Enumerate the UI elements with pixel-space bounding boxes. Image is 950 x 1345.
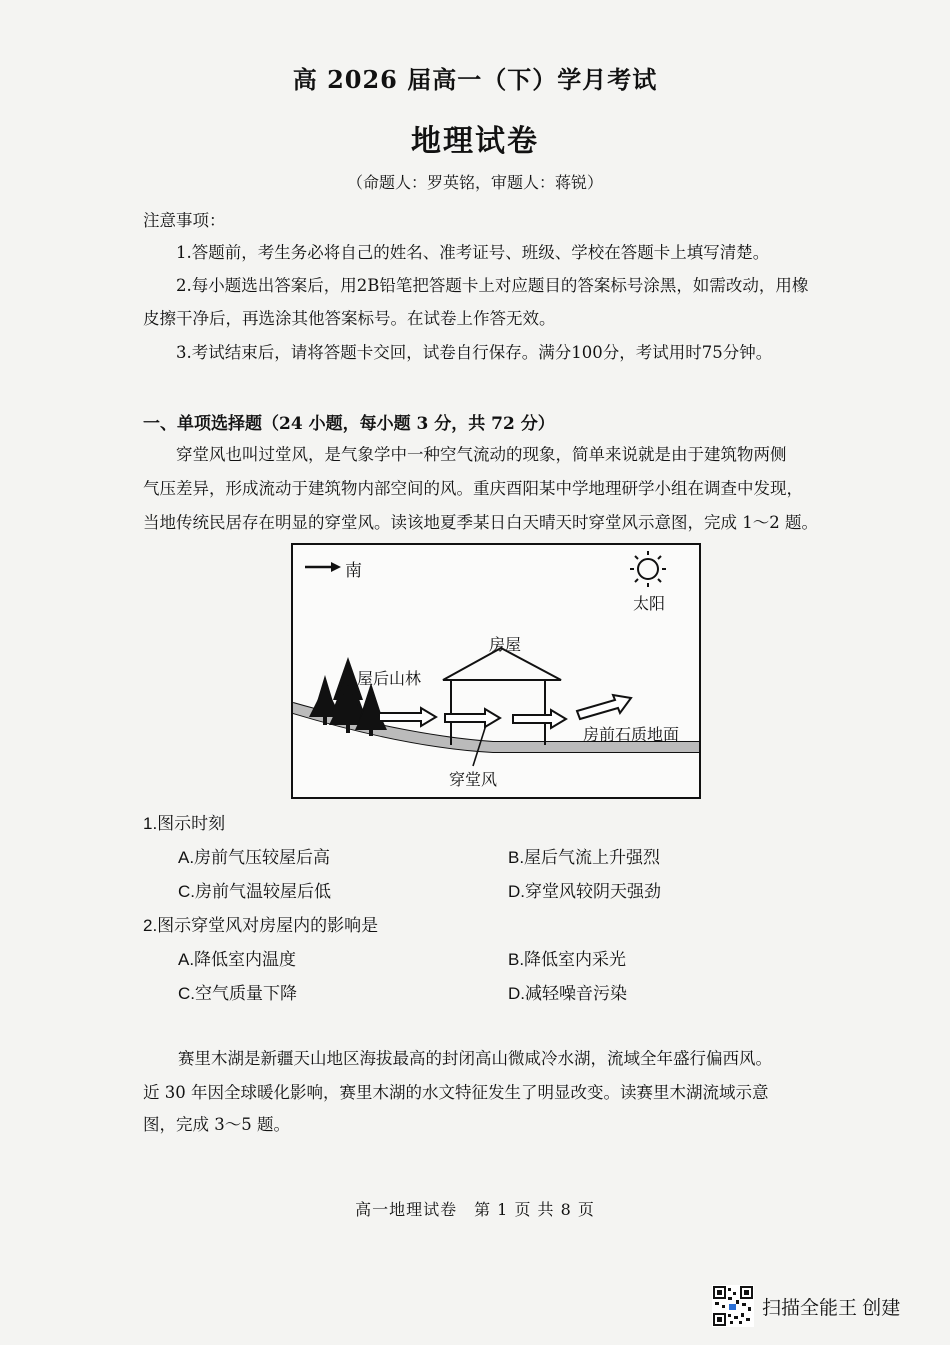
notice-item-1: 1.答题前，考生务必将自己的姓名、准考证号、班级、学校在答题卡上填写清楚。 <box>176 243 770 262</box>
exam-title: 高 2026 届高一（下）学月考试 <box>292 65 658 94</box>
intro-line-2: 气压差异，形成流动于建筑物内部空间的风。重庆酉阳某中学地理研学小组在调查中发现， <box>143 479 803 498</box>
question-2-option-b: B.降低室内采光 <box>508 950 627 969</box>
ground-label: 房前石质地面 <box>583 727 680 744</box>
question-1-option-b: B.屋后气流上升强烈 <box>508 848 661 867</box>
north-label: 南 <box>345 561 362 580</box>
diagram-drawing <box>293 545 699 797</box>
question-2-option-d: D.减轻噪音污染 <box>508 984 627 1003</box>
passage2-line-3: 图，完成 3～5 题。 <box>143 1115 290 1134</box>
question-1-option-a: A.房前气压较屋后高 <box>178 848 331 867</box>
intro-line-1: 穿堂风也叫过堂风，是气象学中一种空气流动的现象，简单来说就是由于建筑物两侧 <box>176 445 787 464</box>
question-2-stem: 2.图示穿堂风对房屋内的影响是 <box>143 916 379 935</box>
scanner-watermark: 扫描全能王 创建 <box>762 1298 901 1319</box>
notice-item-3: 3.考试结束后，请将答题卡交回，试卷自行保存。满分100分，考试用时75分钟。 <box>176 343 773 362</box>
section-heading: 一、单项选择题（24 小题，每小题 3 分，共 72 分） <box>143 414 555 434</box>
notice-heading: 注意事项： <box>143 211 226 230</box>
house-icon <box>443 648 561 745</box>
passage2-line-2: 近 30 年因全球暖化影响，赛里木湖的水文特征发生了明显改变。读赛里木湖流域示意 <box>143 1083 769 1102</box>
wind-label: 穿堂风 <box>449 772 498 789</box>
question-2-option-a: A.降低室内温度 <box>178 950 297 969</box>
sun-icon <box>630 551 666 587</box>
question-2-option-c: C.空气质量下降 <box>178 984 297 1003</box>
north-arrow-head <box>331 562 341 572</box>
intro-line-3: 当地传统民居存在明显的穿堂风。读该地夏季某日白天晴天时穿堂风示意图，完成 1～2 题。 <box>143 513 818 532</box>
question-1-stem: 1.图示时刻 <box>143 814 226 833</box>
sun-label: 太阳 <box>633 596 666 613</box>
passage2-line-1: 赛里木湖是新疆天山地区海拔最高的封闭高山微咸冷水湖，流域全年盛行偏西风。 <box>178 1049 772 1068</box>
question-1-option-d: D.穿堂风较阴天强劲 <box>508 882 661 901</box>
question-1-option-c: C.房前气温较屋后低 <box>178 882 331 901</box>
house-label: 房屋 <box>489 637 522 654</box>
page-footer: 高一地理试卷 第 1 页 共 8 页 <box>355 1200 595 1219</box>
forest-label: 屋后山林 <box>357 671 422 688</box>
notice-item-2-cont: 皮擦干净后，再选涂其他答案标号。在试卷上作答无效。 <box>143 309 556 328</box>
authors-line: （命题人：罗英铭，审题人：蒋锐） <box>346 173 603 192</box>
qr-code-icon <box>712 1285 754 1327</box>
through-draft-diagram <box>291 543 701 799</box>
notice-item-2: 2.每小题选出答案后，用2B铅笔把答题卡上对应题目的答案标号涂黑，如需改动，用橡 <box>176 276 809 295</box>
subject-title: 地理试卷 <box>411 124 539 159</box>
